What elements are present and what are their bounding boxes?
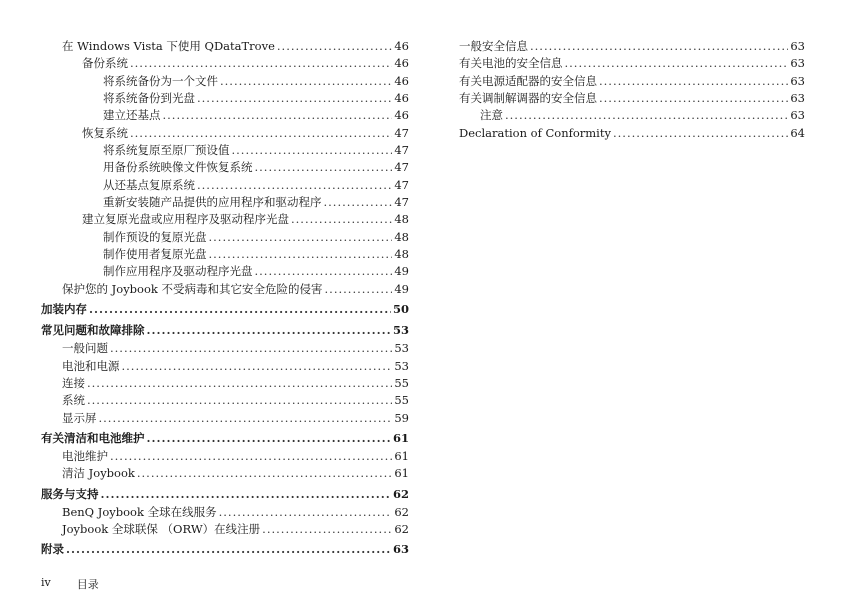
- toc-entry-title: 显示屏: [62, 410, 97, 425]
- toc-entry-page: 46: [394, 91, 409, 106]
- toc-entry-title: 服务与支持: [41, 486, 99, 501]
- toc-entry[interactable]: [41, 392, 409, 409]
- toc-entry[interactable]: [459, 107, 805, 124]
- toc-leader-dots: [530, 38, 788, 55]
- toc-entry-page: 46: [394, 73, 409, 88]
- toc-entry[interactable]: [41, 177, 409, 194]
- toc-entry[interactable]: [41, 429, 409, 448]
- toc-entry[interactable]: [41, 211, 409, 228]
- toc-leader-dots: [209, 229, 393, 246]
- toc-entry-page: 55: [394, 375, 409, 390]
- toc-entry-title: 建立复原光盘或应用程序及驱动程序光盘: [82, 212, 289, 227]
- toc-leader-dots: [599, 73, 788, 90]
- toc-entry[interactable]: [41, 485, 409, 504]
- toc-entry-title: 建立还基点: [103, 108, 161, 123]
- toc-entry-page: 46: [394, 39, 409, 53]
- toc-entry-title: 清洁 Joybook: [62, 466, 135, 481]
- toc-leader-dots: [147, 429, 391, 448]
- toc-entry[interactable]: [41, 358, 409, 375]
- toc-entry-page: 63: [790, 73, 805, 88]
- toc-entry-page: 47: [394, 160, 409, 175]
- toc-entry-title: 从还基点复原系统: [103, 177, 195, 192]
- toc-entry[interactable]: [41, 125, 409, 142]
- toc-entry-title: Joybook 全球联保 （ORW）在线注册: [62, 521, 261, 536]
- toc-entry-page: 48: [394, 247, 409, 262]
- toc-entry-title: 注意: [480, 108, 503, 123]
- toc-entry[interactable]: [41, 38, 409, 55]
- toc-leader-dots: [87, 375, 392, 392]
- toc-leader-dots: [147, 321, 391, 340]
- toc-entry-title: 在 Windows Vista 下使用 QDataTrove: [62, 39, 275, 53]
- toc-entry-page: 62: [394, 521, 409, 536]
- toc-entry-title: 将系统备份为一个文件: [103, 73, 218, 88]
- toc-leader-dots: [89, 300, 391, 319]
- toc-leader-dots: [565, 55, 789, 72]
- toc-leader-dots: [325, 281, 393, 298]
- toc-entry[interactable]: [459, 55, 805, 72]
- toc-leader-dots: [324, 194, 393, 211]
- toc-leader-dots: [220, 73, 392, 90]
- toc-leader-dots: [99, 410, 393, 427]
- toc-leader-dots: [255, 263, 393, 280]
- toc-entry[interactable]: [41, 504, 409, 521]
- footer-section-title: 目录: [76, 578, 99, 591]
- toc-leader-dots: [232, 142, 393, 159]
- toc-leader-dots: [262, 521, 392, 538]
- toc-entry-page: 46: [394, 56, 409, 71]
- toc-entry-title: 有关电池的安全信息: [459, 56, 563, 71]
- toc-entry-title: 有关清洁和电池维护: [41, 430, 145, 445]
- toc-entry-page: 47: [394, 177, 409, 192]
- toc-entry-title: 重新安装随产品提供的应用程序和驱动程序: [103, 195, 322, 210]
- toc-entry[interactable]: [41, 194, 409, 211]
- toc-entry-title: 将系统备份到光盘: [103, 91, 195, 106]
- toc-entry[interactable]: [41, 300, 409, 319]
- toc-entry-page: 49: [394, 264, 409, 279]
- toc-leader-dots: [219, 504, 393, 521]
- toc-entry-title: 一般安全信息: [459, 39, 528, 53]
- toc-entry[interactable]: [41, 340, 409, 357]
- toc-entry-title: 制作应用程序及驱动程序光盘: [103, 264, 253, 279]
- toc-entry-title: 有关电源适配器的安全信息: [459, 73, 597, 88]
- toc-leader-dots: [277, 38, 392, 55]
- toc-left-column: [41, 38, 409, 559]
- toc-entry-page: 55: [394, 393, 409, 408]
- toc-entry[interactable]: [41, 281, 409, 298]
- toc-entry-title: 用备份系统映像文件恢复系统: [103, 160, 253, 175]
- toc-entry[interactable]: [41, 375, 409, 392]
- toc-entry-page: 61: [392, 430, 409, 445]
- toc-entry-title: 系统: [62, 393, 85, 408]
- toc-entry-page: 49: [394, 281, 409, 296]
- toc-entry-page: 64: [790, 125, 805, 140]
- toc-leader-dots: [87, 392, 392, 409]
- toc-entry[interactable]: [41, 246, 409, 263]
- toc-entry[interactable]: [41, 90, 409, 107]
- toc-entry-title: 备份系统: [82, 56, 128, 71]
- toc-entry-title: 将系统复原至原厂预设值: [103, 143, 230, 158]
- toc-entry-title: 制作使用者复原光盘: [103, 247, 207, 262]
- toc-entry-page: 47: [394, 195, 409, 210]
- toc-entry-page: 47: [394, 143, 409, 158]
- toc-entry-page: 46: [394, 108, 409, 123]
- toc-entry-title: 制作预设的复原光盘: [103, 229, 207, 244]
- toc-right-column: [459, 38, 805, 142]
- toc-entry-title: 一般问题: [62, 341, 108, 356]
- toc-entry[interactable]: [41, 263, 409, 280]
- toc-entry-title: 保护您的 Joybook 不受病毒和其它安全危险的侵害: [62, 281, 323, 296]
- toc-entry[interactable]: [459, 38, 805, 55]
- toc-leader-dots: [110, 340, 392, 357]
- toc-entry-page: 63: [790, 91, 805, 106]
- toc-entry-page: 63: [790, 108, 805, 123]
- toc-entry-title: 电池和电源: [62, 358, 120, 373]
- toc-entry-title: 恢复系统: [82, 125, 128, 140]
- toc-entry-page: 61: [394, 466, 409, 481]
- toc-entry[interactable]: [459, 73, 805, 90]
- toc-entry[interactable]: [41, 521, 409, 538]
- toc-leader-dots: [163, 107, 393, 124]
- toc-entry-page: 61: [394, 448, 409, 463]
- toc-leader-dots: [197, 177, 392, 194]
- toc-entry-title: 电池维护: [62, 448, 108, 463]
- toc-entry-page: 63: [392, 542, 409, 557]
- toc-entry-title: BenQ Joybook 全球在线服务: [62, 504, 217, 519]
- toc-entry-page: 63: [790, 56, 805, 71]
- toc-entry-page: 47: [394, 125, 409, 140]
- toc-leader-dots: [209, 246, 393, 263]
- toc-entry-title: 有关调制解调器的安全信息: [459, 91, 597, 106]
- toc-entry-page: 53: [392, 323, 409, 338]
- toc-entry[interactable]: [41, 142, 409, 159]
- toc-entry-page: 50: [392, 302, 409, 317]
- toc-entry[interactable]: [41, 73, 409, 90]
- footer-page-number: iv: [41, 576, 51, 589]
- toc-leader-dots: [101, 485, 391, 504]
- toc-entry[interactable]: [459, 125, 805, 142]
- toc-entry-page: 62: [394, 504, 409, 519]
- toc-entry-title: Declaration of Conformity: [459, 125, 611, 140]
- toc-leader-dots: [130, 55, 392, 72]
- toc-entry-title: 加装内存: [41, 302, 87, 317]
- toc-entry[interactable]: [41, 107, 409, 124]
- toc-entry[interactable]: [41, 465, 409, 482]
- toc-leader-dots: [122, 358, 393, 375]
- toc-leader-dots: [197, 90, 392, 107]
- toc-leader-dots: [110, 448, 392, 465]
- toc-leader-dots: [599, 90, 788, 107]
- toc-leader-dots: [66, 540, 391, 559]
- toc-entry-page: 48: [394, 229, 409, 244]
- toc-entry-page: 48: [394, 212, 409, 227]
- toc-entry-title: 常见问题和故障排除: [41, 323, 145, 338]
- toc-entry[interactable]: [41, 410, 409, 427]
- toc-entry[interactable]: [41, 55, 409, 72]
- toc-entry-page: 59: [394, 410, 409, 425]
- toc-leader-dots: [291, 211, 392, 228]
- toc-leader-dots: [255, 159, 393, 176]
- toc-leader-dots: [137, 465, 392, 482]
- toc-entry-page: 62: [392, 486, 409, 501]
- toc-entry[interactable]: [41, 448, 409, 465]
- toc-leader-dots: [613, 125, 788, 142]
- toc-entry[interactable]: [41, 229, 409, 246]
- toc-leader-dots: [505, 107, 788, 124]
- toc-leader-dots: [130, 125, 392, 142]
- toc-entry[interactable]: [41, 540, 409, 559]
- toc-entry-title: 连接: [62, 375, 85, 390]
- toc-entry[interactable]: [459, 90, 805, 107]
- page-footer: [41, 576, 99, 592]
- toc-entry-page: 53: [394, 358, 409, 373]
- toc-entry-page: 63: [790, 39, 805, 53]
- toc-entry-title: 附录: [41, 542, 64, 557]
- toc-entry[interactable]: [41, 159, 409, 176]
- toc-entry[interactable]: [41, 321, 409, 340]
- toc-entry-page: 53: [394, 341, 409, 356]
